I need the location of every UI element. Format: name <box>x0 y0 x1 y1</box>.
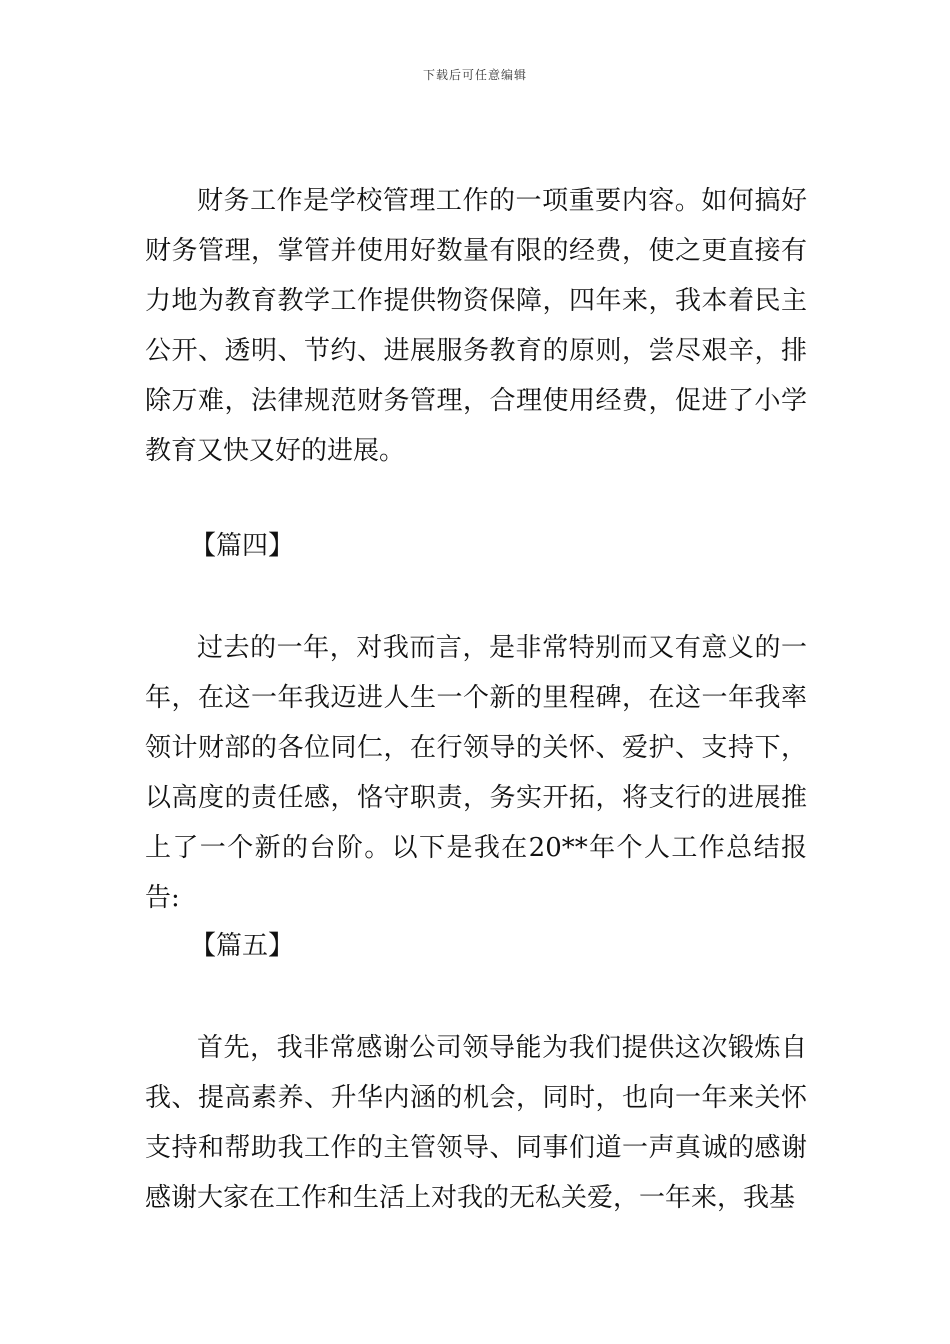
section-title-4: 【篇四】 <box>190 531 295 561</box>
paragraph-finance-work: 财务工作是学校管理工作的一项重要内容。如何搞好财务管理，掌管并使用好数量有限的经费，使之更直接有力地为教育教学工作提供物资保障，四年来，我本着民主公开、透明、节约、进展服务教育的原则，尝尽艰辛，排除万难，法律规范财务管理，合理使用经费，促进了小学教育又快又好的进展。 <box>145 186 807 466</box>
header-note: 下载后可任意编辑 <box>422 68 527 82</box>
paragraph-thanks: 首先，我非常感谢公司领导能为我们提供这次锻炼自我、提高素养、升华内涵的机会，同时，也向一年来关怀支持和帮助我工作的主管领导、同事们道一声真诚的感谢感谢大家在工作和生活上对我的无私关爱，一年来，我基 <box>145 1033 807 1213</box>
section-title-5: 【篇五】 <box>190 931 295 961</box>
paragraph-annual-summary: 过去的一年，对我而言，是非常特别而又有意义的一年，在这一年我迈进人生一个新的里程碑，在这一年我率领计财部的各位同仁，在行领导的关怀、爱护、支持下，以高度的责任感，恪守职责，务实开拓，将支行的进展推上了一个新的台阶。以下是我在20**年个人工作总结报告: <box>145 633 807 913</box>
